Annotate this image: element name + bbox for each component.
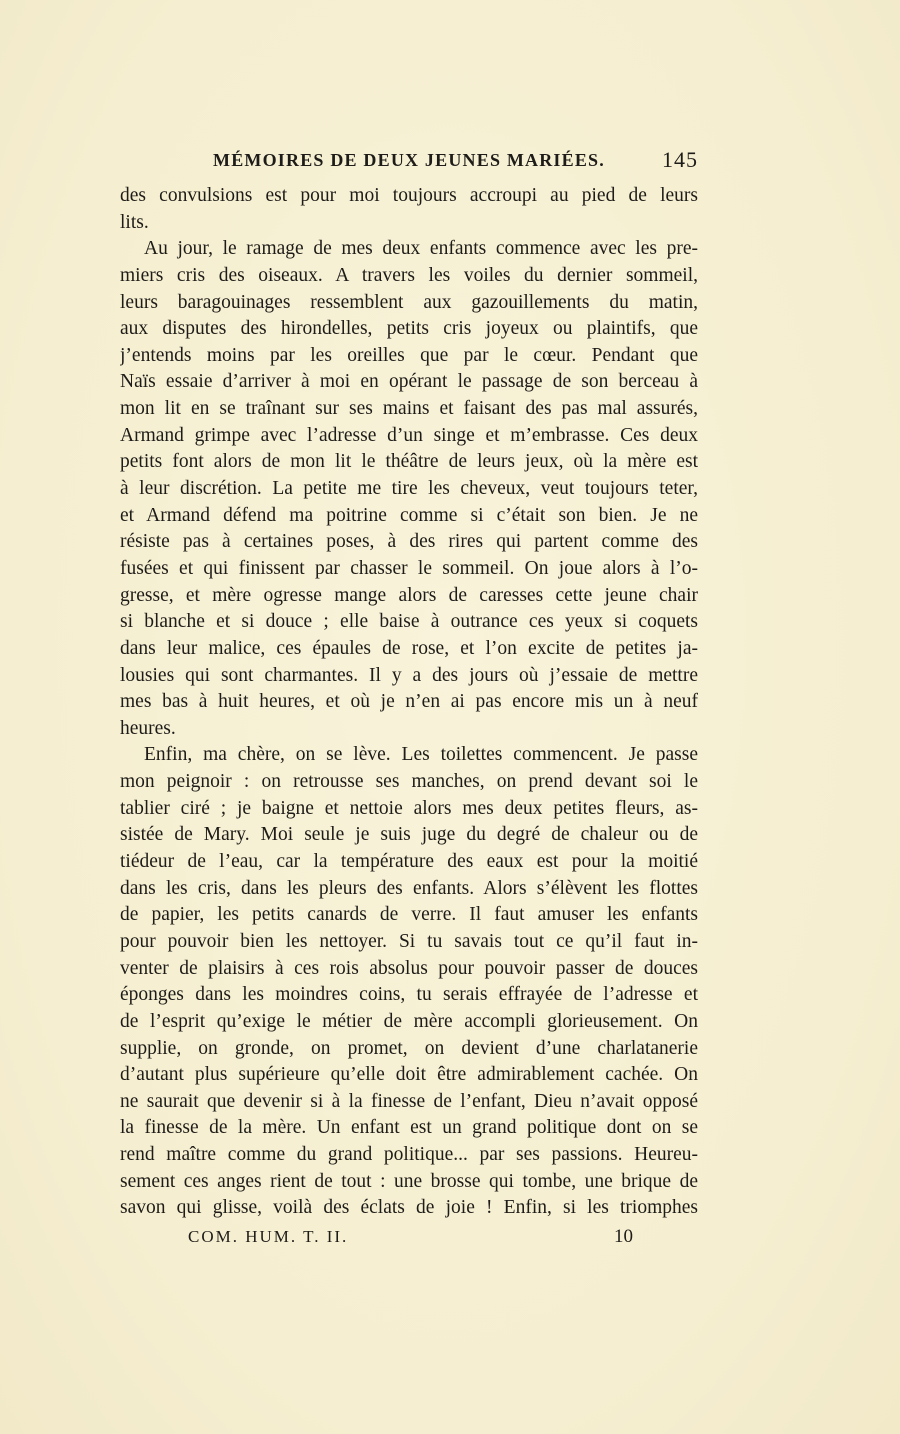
body-text — [120, 183, 698, 1222]
text-line: pour pouvoir bien les nettoyer. Si tu savais tout ce qu’il faut in- — [120, 930, 698, 952]
text-line: résiste pas à certaines poses, à des rires qui partent comme des — [120, 531, 698, 553]
text-line: la finesse de la mère. Un enfant est un grand politique dont on se — [120, 1117, 698, 1139]
running-title: MÉMOIRES DE DEUX JEUNES MARIÉES. — [213, 150, 605, 170]
text-line: sement ces anges rient de tout : une brosse qui tombe, une brique de — [120, 1170, 698, 1192]
text-line: Enfin, ma chère, on se lève. Les toilettes commencent. Je passe — [144, 744, 698, 766]
sheet-number: 10 — [614, 1226, 633, 1247]
signature-mark: COM. HUM. T. II. — [188, 1227, 349, 1246]
text-line: gresse, et mère ogresse mange alors de caresses cette jeune chair — [120, 584, 698, 606]
text-line: mon peignoir : on retrousse ses manches, on prend devant soi le — [120, 771, 698, 793]
text-line: lits. — [120, 211, 149, 233]
text-line: mes bas à huit heures, et où je n’en ai pas encore mis un à neuf — [120, 691, 698, 713]
text-line: heures. — [120, 717, 176, 739]
text-line: de papier, les petits canards de verre. Il faut amuser les enfants — [120, 904, 698, 926]
text-line: Naïs essaie d’arriver à moi en opérant le passage de son berceau à — [120, 371, 698, 393]
page-header — [120, 147, 698, 178]
text-line: ne saurait que devenir si à la finesse de l’enfant, Dieu n’avait opposé — [120, 1090, 698, 1112]
text-line: à leur discrétion. La petite me tire les cheveux, veut toujours teter, — [120, 478, 698, 500]
text-line: petits font alors de mon lit le théâtre de leurs jeux, où la mère est — [120, 451, 698, 473]
text-line: mon lit en se traînant sur ses mains et faisant des pas mal assurés, — [120, 398, 698, 420]
text-line: miers cris des oiseaux. A travers les voiles du dernier sommeil, — [120, 264, 698, 286]
text-line: et Armand défend ma poitrine comme si c’était son bien. Je ne — [120, 504, 698, 526]
text-line: de l’esprit qu’exige le métier de mère accompli glorieusement. On — [120, 1010, 698, 1032]
text-line: rend maître comme du grand politique... par ses passions. Heureu- — [120, 1144, 698, 1166]
text-line: dans les cris, dans les pleurs des enfants. Alors s’élèvent les flottes — [120, 877, 698, 899]
text-line: tablier ciré ; je baigne et nettoie alors mes deux petites fleurs, as- — [120, 797, 698, 819]
text-line: des convulsions est pour moi toujours accroupi au pied de leurs — [120, 185, 698, 206]
text-line: leurs baragouinages ressemblent aux gazouillements du matin, — [120, 291, 698, 313]
text-line: venter de plaisirs à ces rois absolus pour pouvoir passer de douces — [120, 957, 698, 979]
text-line: éponges dans les moindres coins, tu serais effrayée de l’adresse et — [120, 984, 698, 1006]
page-number: 145 — [662, 147, 698, 172]
text-line: j’entends moins par les oreilles que par le cœur. Pendant que — [120, 344, 698, 366]
text-line: fusées et qui finissent par chasser le sommeil. On joue alors à l’o- — [120, 557, 698, 579]
text-line: aux disputes des hirondelles, petits cris joyeux ou plaintifs, que — [120, 318, 698, 340]
text-line: lousies qui sont charmantes. Il y a des jours où j’essaie de mettre — [120, 664, 698, 686]
text-line: Au jour, le ramage de mes deux enfants commence avec les pre- — [144, 238, 698, 260]
text-line: tiédeur de l’eau, car la température des eaux est pour la moitié — [120, 851, 698, 873]
text-line: Armand grimpe avec l’adresse d’un singe et m’embrasse. Ces deux — [120, 424, 698, 446]
page-footer — [120, 1227, 698, 1253]
text-line: sistée de Mary. Moi seule je suis juge du degré de chaleur ou de — [120, 824, 698, 846]
text-line: si blanche et si douce ; elle baise à outrance ces yeux si coquets — [120, 611, 698, 633]
text-line: dans leur malice, ces épaules de rose, et l’on excite de petites ja- — [120, 637, 698, 659]
text-line: savon qui glisse, voilà des éclats de joie ! Enfin, si les triomphes — [120, 1197, 698, 1219]
text-line: d’autant plus supérieure qu’elle doit être admirablement cachée. On — [120, 1064, 698, 1086]
text-line: supplie, on gronde, on promet, on devient d’une charlatanerie — [120, 1037, 698, 1059]
